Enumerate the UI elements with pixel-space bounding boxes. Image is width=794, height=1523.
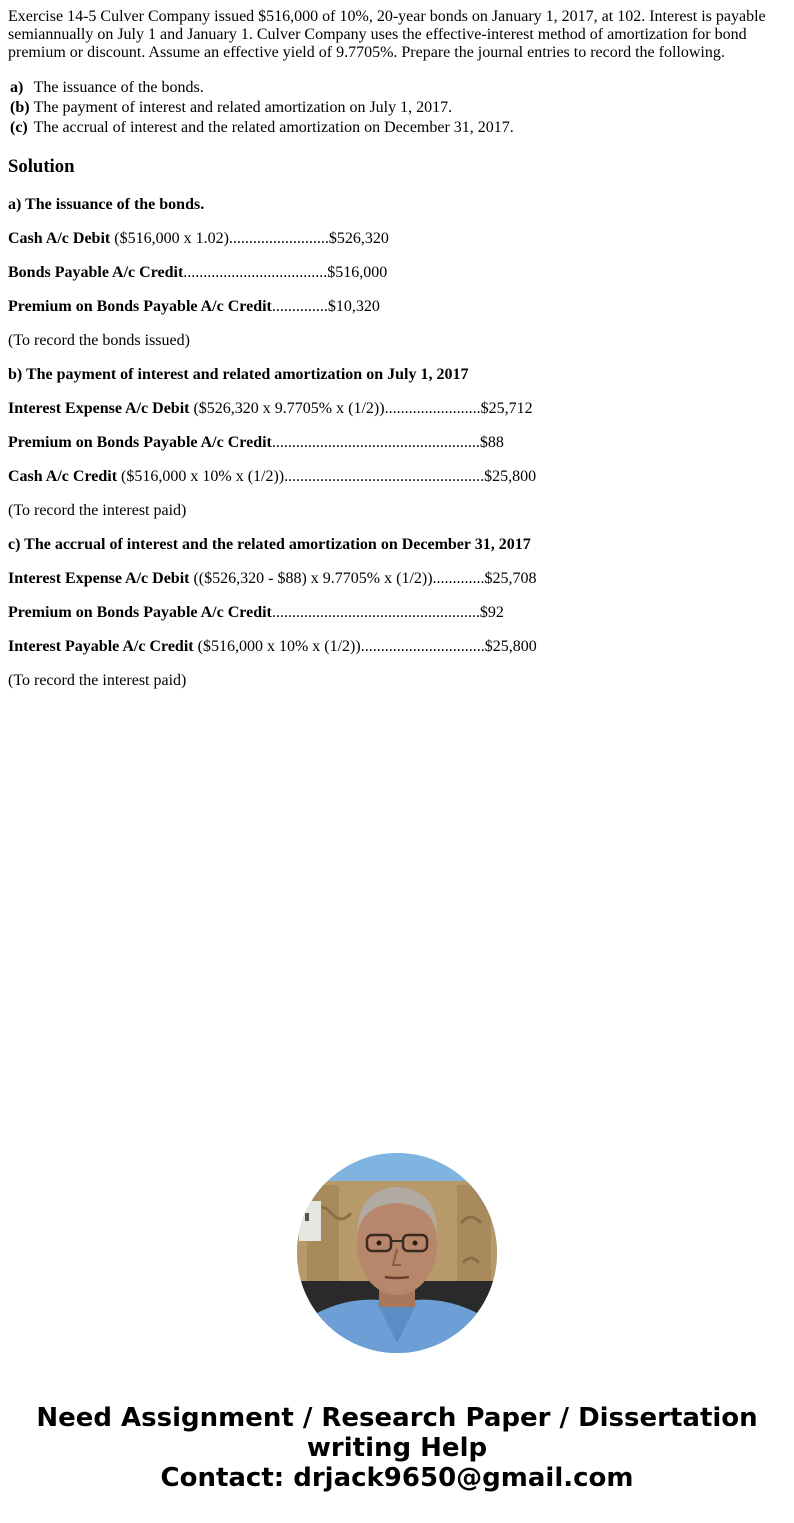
calculation: ($516,000 x 10% x (1/2)) xyxy=(193,638,361,655)
avatar xyxy=(297,1153,497,1353)
amount: $25,800 xyxy=(484,638,537,655)
leader-dots: ........................ xyxy=(384,400,481,417)
promo-banner xyxy=(0,1403,794,1493)
part-text: The payment of interest and related amortization on July 1, 2017. xyxy=(33,99,453,116)
leader-dots: ............................... xyxy=(360,638,485,655)
calculation: (($526,320 - $88) x 9.7705% x (1/2)) xyxy=(189,570,433,587)
solution-title: Solution xyxy=(8,156,75,177)
amount: $10,320 xyxy=(327,298,380,315)
document-content xyxy=(8,8,786,690)
journal-entry xyxy=(8,230,786,248)
amount: $516,000 xyxy=(327,264,388,281)
entry-note: (To record the interest paid) xyxy=(8,502,187,519)
question-part xyxy=(9,118,515,138)
account-name: Premium on Bonds Payable A/c Credit xyxy=(8,434,272,451)
journal-entry xyxy=(8,434,786,452)
account-name: Cash A/c Credit xyxy=(8,468,118,485)
journal-entry xyxy=(8,298,786,316)
section-heading: a) The issuance of the bonds. xyxy=(8,196,205,213)
account-name: Interest Expense A/c Debit xyxy=(8,570,190,587)
journal-entry xyxy=(8,604,786,622)
leader-dots: .................................................. xyxy=(284,468,485,485)
account-name: Premium on Bonds Payable A/c Credit xyxy=(8,604,272,621)
journal-entry xyxy=(8,400,786,418)
amount: $88 xyxy=(479,434,504,451)
journal-entry xyxy=(8,264,786,282)
entry-note: (To record the bonds issued) xyxy=(8,332,190,349)
account-name: Premium on Bonds Payable A/c Credit xyxy=(8,298,272,315)
part-label: (c) xyxy=(10,119,28,136)
question-text: Exercise 14-5 Culver Company issued $516,000 of 10%, 20-year bonds on January 1, 2017, at 102. Interest is payable semiannually on July 1 and January 1. Culver Company uses the effective-interest method of amortization for bond premium or discount. Assume an effective yield of 9.7705%. Prepare the journal entries to record the following. xyxy=(8,8,766,61)
journal-entry xyxy=(8,570,786,588)
question-part xyxy=(9,98,515,118)
promo-contact: Contact: drjack9650@gmail.com xyxy=(160,1463,634,1493)
section-heading: b) The payment of interest and related amortization on July 1, 2017 xyxy=(8,366,469,383)
calculation: ($516,000 x 10% x (1/2)) xyxy=(117,468,285,485)
leader-dots: .................................................... xyxy=(271,604,480,621)
entry-note: (To record the interest paid) xyxy=(8,672,187,689)
promo-line: Need Assignment / Research Paper / Dissertation xyxy=(36,1403,758,1433)
question-part xyxy=(9,78,515,98)
account-name: Cash A/c Debit xyxy=(8,230,111,247)
amount: $92 xyxy=(479,604,504,621)
section-heading: c) The accrual of interest and the related amortization on December 31, 2017 xyxy=(8,536,531,553)
leader-dots: .................................................... xyxy=(271,434,480,451)
amount: $526,320 xyxy=(328,230,389,247)
part-label: a) xyxy=(10,79,24,96)
amount: $25,712 xyxy=(480,400,533,417)
amount: $25,708 xyxy=(484,570,537,587)
leader-dots: .................................... xyxy=(183,264,328,281)
part-label: (b) xyxy=(10,99,30,116)
leader-dots: .............. xyxy=(271,298,328,315)
leader-dots: ............. xyxy=(432,570,485,587)
tutor-photo-icon xyxy=(297,1153,497,1353)
account-name: Interest Payable A/c Credit xyxy=(8,638,194,655)
journal-entry xyxy=(8,468,786,486)
account-name: Bonds Payable A/c Credit xyxy=(8,264,184,281)
leader-dots: ......................... xyxy=(228,230,329,247)
promo-line: writing Help xyxy=(306,1433,488,1463)
part-text: The accrual of interest and the related amortization on December 31, 2017. xyxy=(33,119,514,136)
part-text: The issuance of the bonds. xyxy=(33,79,204,96)
journal-entry xyxy=(8,638,786,656)
question-parts-list xyxy=(9,78,515,138)
calculation: ($516,000 x 1.02) xyxy=(110,230,229,247)
calculation: ($526,320 x 9.7705% x (1/2)) xyxy=(189,400,385,417)
account-name: Interest Expense A/c Debit xyxy=(8,400,190,417)
amount: $25,800 xyxy=(484,468,537,485)
